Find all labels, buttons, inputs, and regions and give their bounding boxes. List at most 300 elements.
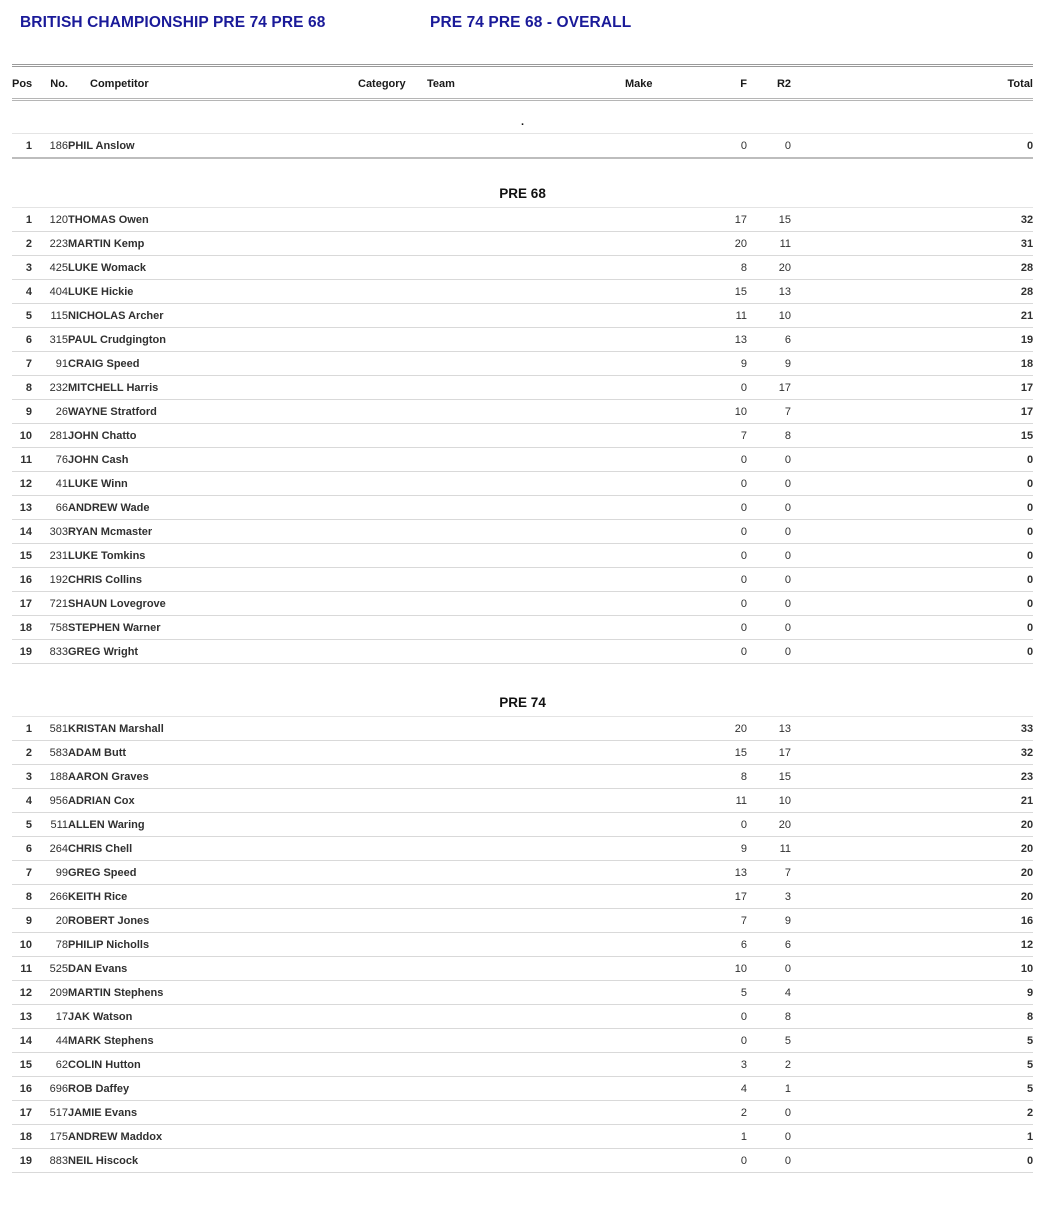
r2-cell: 0 — [747, 616, 791, 640]
section-heading: . — [12, 109, 1033, 134]
result-row — [12, 640, 1033, 664]
pos-cell: 17 — [12, 592, 32, 616]
f-cell: 0 — [700, 496, 747, 520]
f-cell: 0 — [700, 134, 747, 159]
competitor-cell: CHRIS Chell — [68, 837, 358, 861]
total-cell: 20 — [791, 813, 1033, 837]
total-cell: 0 — [791, 520, 1033, 544]
f-cell: 15 — [700, 741, 747, 765]
category-cell — [358, 280, 427, 304]
number-cell: 721 — [32, 592, 68, 616]
pos-cell: 13 — [12, 1005, 32, 1029]
pos-cell: 15 — [12, 1053, 32, 1077]
category-cell — [358, 424, 427, 448]
r2-cell: 0 — [747, 568, 791, 592]
pos-cell: 4 — [12, 280, 32, 304]
team-cell — [427, 933, 625, 957]
number-cell: 281 — [32, 424, 68, 448]
team-cell — [427, 1149, 625, 1173]
pos-cell: 6 — [12, 328, 32, 352]
result-row — [12, 134, 1033, 159]
f-cell: 9 — [700, 352, 747, 376]
f-cell: 0 — [700, 568, 747, 592]
section-table — [12, 181, 1033, 664]
r2-cell: 0 — [747, 472, 791, 496]
result-row — [12, 592, 1033, 616]
number-cell: 883 — [32, 1149, 68, 1173]
team-cell — [427, 909, 625, 933]
number-cell: 99 — [32, 861, 68, 885]
number-cell: 696 — [32, 1077, 68, 1101]
total-cell: 0 — [791, 472, 1033, 496]
category-cell — [358, 765, 427, 789]
competitor-cell: GREG Speed — [68, 861, 358, 885]
number-cell: 232 — [32, 376, 68, 400]
r2-cell: 10 — [747, 789, 791, 813]
number-cell: 583 — [32, 741, 68, 765]
category-cell — [358, 616, 427, 640]
pos-cell: 9 — [12, 400, 32, 424]
total-cell: 0 — [791, 448, 1033, 472]
make-cell — [625, 861, 700, 885]
total-cell: 17 — [791, 400, 1033, 424]
result-row — [12, 981, 1033, 1005]
category-cell — [358, 1125, 427, 1149]
r2-cell: 13 — [747, 280, 791, 304]
competitor-cell: ADAM Butt — [68, 741, 358, 765]
make-cell — [625, 376, 700, 400]
make-cell — [625, 640, 700, 664]
total-cell: 15 — [791, 424, 1033, 448]
total-cell: 1 — [791, 1125, 1033, 1149]
result-row — [12, 1077, 1033, 1101]
f-cell: 0 — [700, 520, 747, 544]
r2-cell: 6 — [747, 933, 791, 957]
category-cell — [358, 472, 427, 496]
category-cell — [358, 448, 427, 472]
r2-cell: 7 — [747, 861, 791, 885]
make-cell — [625, 592, 700, 616]
number-cell: 188 — [32, 765, 68, 789]
category-cell — [358, 933, 427, 957]
competitor-cell: PHILIP Nicholls — [68, 933, 358, 957]
category-cell — [358, 861, 427, 885]
pos-cell: 12 — [12, 472, 32, 496]
pos-cell: 15 — [12, 544, 32, 568]
competitor-cell: ANDREW Maddox — [68, 1125, 358, 1149]
f-cell: 13 — [700, 328, 747, 352]
category-cell — [358, 232, 427, 256]
category-cell — [358, 885, 427, 909]
number-cell: 91 — [32, 352, 68, 376]
category-cell — [358, 1029, 427, 1053]
f-cell: 7 — [700, 909, 747, 933]
team-cell — [427, 448, 625, 472]
f-cell: 0 — [700, 472, 747, 496]
make-cell — [625, 520, 700, 544]
total-cell: 23 — [791, 765, 1033, 789]
pos-cell: 5 — [12, 813, 32, 837]
r2-cell: 11 — [747, 232, 791, 256]
make-cell — [625, 765, 700, 789]
total-cell: 5 — [791, 1029, 1033, 1053]
team-cell — [427, 616, 625, 640]
competitor-cell: DAN Evans — [68, 957, 358, 981]
section-heading: PRE 68 — [12, 181, 1033, 208]
number-cell: 192 — [32, 568, 68, 592]
competitor-cell: JAMIE Evans — [68, 1101, 358, 1125]
competitor-cell: AARON Graves — [68, 765, 358, 789]
result-row — [12, 304, 1033, 328]
r2-cell: 9 — [747, 352, 791, 376]
f-cell: 6 — [700, 933, 747, 957]
number-cell: 758 — [32, 616, 68, 640]
r2-cell: 10 — [747, 304, 791, 328]
make-cell — [625, 304, 700, 328]
team-cell — [427, 280, 625, 304]
team-cell — [427, 472, 625, 496]
r2-cell: 6 — [747, 328, 791, 352]
result-row — [12, 861, 1033, 885]
team-cell — [427, 981, 625, 1005]
number-cell: 223 — [32, 232, 68, 256]
competitor-cell: LUKE Winn — [68, 472, 358, 496]
category-cell — [358, 376, 427, 400]
result-row — [12, 765, 1033, 789]
result-row — [12, 328, 1033, 352]
number-cell: 41 — [32, 472, 68, 496]
team-cell — [427, 520, 625, 544]
make-cell — [625, 1029, 700, 1053]
f-cell: 0 — [700, 1029, 747, 1053]
total-cell: 10 — [791, 957, 1033, 981]
number-cell: 115 — [32, 304, 68, 328]
team-cell — [427, 352, 625, 376]
r2-cell: 13 — [747, 717, 791, 741]
total-cell: 19 — [791, 328, 1033, 352]
number-cell: 833 — [32, 640, 68, 664]
team-cell — [427, 256, 625, 280]
number-cell: 76 — [32, 448, 68, 472]
category-cell — [358, 568, 427, 592]
total-cell: 28 — [791, 256, 1033, 280]
r2-cell: 0 — [747, 520, 791, 544]
title-bar — [0, 14, 1061, 34]
category-cell — [358, 813, 427, 837]
r2-cell: 3 — [747, 885, 791, 909]
r2-cell: 0 — [747, 640, 791, 664]
r2-cell: 0 — [747, 592, 791, 616]
make-cell — [625, 472, 700, 496]
number-cell: 303 — [32, 520, 68, 544]
category-cell — [358, 592, 427, 616]
competitor-cell: SHAUN Lovegrove — [68, 592, 358, 616]
r2-cell: 8 — [747, 1005, 791, 1029]
pos-cell: 17 — [12, 1101, 32, 1125]
category-cell — [358, 400, 427, 424]
pos-cell: 3 — [12, 256, 32, 280]
competitor-cell: GREG Wright — [68, 640, 358, 664]
category-cell — [358, 544, 427, 568]
pos-cell: 7 — [12, 352, 32, 376]
f-cell: 0 — [700, 1005, 747, 1029]
col-header-f: F — [700, 66, 747, 100]
competitor-cell: CRAIG Speed — [68, 352, 358, 376]
result-row — [12, 208, 1033, 232]
make-cell — [625, 448, 700, 472]
total-cell: 21 — [791, 789, 1033, 813]
section-heading-row — [12, 109, 1033, 134]
team-cell — [427, 640, 625, 664]
category-cell — [358, 741, 427, 765]
category-cell — [358, 957, 427, 981]
number-cell: 315 — [32, 328, 68, 352]
competitor-cell: MARK Stephens — [68, 1029, 358, 1053]
number-cell: 581 — [32, 717, 68, 741]
column-header-row — [12, 66, 1033, 100]
r2-cell: 7 — [747, 400, 791, 424]
result-row — [12, 472, 1033, 496]
competitor-cell: ALLEN Waring — [68, 813, 358, 837]
team-cell — [427, 496, 625, 520]
result-row — [12, 568, 1033, 592]
category-cell — [358, 837, 427, 861]
result-row — [12, 717, 1033, 741]
pos-cell: 4 — [12, 789, 32, 813]
r2-cell: 8 — [747, 424, 791, 448]
pos-cell: 14 — [12, 520, 32, 544]
result-row — [12, 232, 1033, 256]
f-cell: 13 — [700, 861, 747, 885]
competitor-cell: COLIN Hutton — [68, 1053, 358, 1077]
col-header-team: Team — [427, 66, 625, 100]
pos-cell: 10 — [12, 933, 32, 957]
col-header-category: Category — [358, 66, 427, 100]
total-cell: 20 — [791, 837, 1033, 861]
competitor-cell: STEPHEN Warner — [68, 616, 358, 640]
pos-cell: 1 — [12, 134, 32, 159]
col-header-r2: R2 — [747, 66, 791, 100]
team-cell — [427, 885, 625, 909]
results-sections — [0, 109, 1061, 1173]
result-row — [12, 933, 1033, 957]
f-cell: 0 — [700, 544, 747, 568]
pos-cell: 11 — [12, 448, 32, 472]
result-row — [12, 837, 1033, 861]
f-cell: 5 — [700, 981, 747, 1005]
team-cell — [427, 1005, 625, 1029]
r2-cell: 0 — [747, 448, 791, 472]
result-row — [12, 520, 1033, 544]
number-cell: 525 — [32, 957, 68, 981]
pos-cell: 19 — [12, 1149, 32, 1173]
make-cell — [625, 789, 700, 813]
category-cell — [358, 1101, 427, 1125]
number-cell: 17 — [32, 1005, 68, 1029]
f-cell: 0 — [700, 640, 747, 664]
total-cell: 8 — [791, 1005, 1033, 1029]
competitor-cell: ROB Daffey — [68, 1077, 358, 1101]
result-row — [12, 280, 1033, 304]
results-header-table — [12, 64, 1033, 101]
r2-cell: 0 — [747, 496, 791, 520]
number-cell: 186 — [32, 134, 68, 159]
r2-cell: 0 — [747, 1125, 791, 1149]
competitor-cell: RYAN Mcmaster — [68, 520, 358, 544]
make-cell — [625, 616, 700, 640]
team-cell — [427, 424, 625, 448]
number-cell: 175 — [32, 1125, 68, 1149]
total-cell: 17 — [791, 376, 1033, 400]
competitor-cell: LUKE Tomkins — [68, 544, 358, 568]
r2-cell: 15 — [747, 765, 791, 789]
team-cell — [427, 232, 625, 256]
number-cell: 231 — [32, 544, 68, 568]
total-cell: 5 — [791, 1077, 1033, 1101]
total-cell: 0 — [791, 640, 1033, 664]
result-row — [12, 376, 1033, 400]
f-cell: 17 — [700, 208, 747, 232]
team-cell — [427, 208, 625, 232]
competitor-cell: PHIL Anslow — [68, 134, 358, 159]
r2-cell: 1 — [747, 1077, 791, 1101]
make-cell — [625, 1101, 700, 1125]
competitor-cell: JOHN Chatto — [68, 424, 358, 448]
f-cell: 0 — [700, 376, 747, 400]
r2-cell: 0 — [747, 1101, 791, 1125]
make-cell — [625, 400, 700, 424]
total-cell: 0 — [791, 544, 1033, 568]
f-cell: 1 — [700, 1125, 747, 1149]
total-cell: 0 — [791, 568, 1033, 592]
make-cell — [625, 352, 700, 376]
r2-cell: 20 — [747, 813, 791, 837]
overall-title: PRE 74 PRE 68 - OVERALL — [430, 14, 632, 31]
number-cell: 62 — [32, 1053, 68, 1077]
make-cell — [625, 1077, 700, 1101]
competitor-cell: KEITH Rice — [68, 885, 358, 909]
col-header-total: Total — [791, 66, 1033, 100]
total-cell: 2 — [791, 1101, 1033, 1125]
category-cell — [358, 352, 427, 376]
team-cell — [427, 592, 625, 616]
make-cell — [625, 496, 700, 520]
pos-cell: 18 — [12, 1125, 32, 1149]
competitor-cell: MITCHELL Harris — [68, 376, 358, 400]
result-row — [12, 1005, 1033, 1029]
total-cell: 16 — [791, 909, 1033, 933]
make-cell — [625, 909, 700, 933]
f-cell: 8 — [700, 765, 747, 789]
pos-cell: 9 — [12, 909, 32, 933]
team-cell — [427, 813, 625, 837]
make-cell — [625, 328, 700, 352]
f-cell: 7 — [700, 424, 747, 448]
pos-cell: 11 — [12, 957, 32, 981]
col-header-pos: Pos — [12, 66, 32, 100]
total-cell: 12 — [791, 933, 1033, 957]
category-cell — [358, 640, 427, 664]
result-row — [12, 424, 1033, 448]
f-cell: 10 — [700, 957, 747, 981]
total-cell: 0 — [791, 134, 1033, 159]
team-cell — [427, 861, 625, 885]
competitor-cell: MARTIN Kemp — [68, 232, 358, 256]
section-heading-row — [12, 690, 1033, 717]
r2-cell: 15 — [747, 208, 791, 232]
category-cell — [358, 909, 427, 933]
make-cell — [625, 280, 700, 304]
r2-cell: 5 — [747, 1029, 791, 1053]
make-cell — [625, 717, 700, 741]
team-cell — [427, 376, 625, 400]
result-row — [12, 741, 1033, 765]
total-cell: 0 — [791, 616, 1033, 640]
number-cell: 20 — [32, 909, 68, 933]
category-cell — [358, 981, 427, 1005]
pos-cell: 8 — [12, 376, 32, 400]
pos-cell: 3 — [12, 765, 32, 789]
total-cell: 32 — [791, 741, 1033, 765]
number-cell: 209 — [32, 981, 68, 1005]
f-cell: 8 — [700, 256, 747, 280]
make-cell — [625, 981, 700, 1005]
result-row — [12, 352, 1033, 376]
number-cell: 78 — [32, 933, 68, 957]
pos-cell: 16 — [12, 1077, 32, 1101]
team-cell — [427, 1101, 625, 1125]
number-cell: 120 — [32, 208, 68, 232]
make-cell — [625, 1125, 700, 1149]
team-cell — [427, 304, 625, 328]
competitor-cell: KRISTAN Marshall — [68, 717, 358, 741]
total-cell: 0 — [791, 1149, 1033, 1173]
make-cell — [625, 1005, 700, 1029]
competitor-cell: MARTIN Stephens — [68, 981, 358, 1005]
number-cell: 44 — [32, 1029, 68, 1053]
r2-cell: 0 — [747, 544, 791, 568]
team-cell — [427, 544, 625, 568]
category-cell — [358, 208, 427, 232]
pos-cell: 16 — [12, 568, 32, 592]
result-row — [12, 1029, 1033, 1053]
team-cell — [427, 328, 625, 352]
pos-cell: 7 — [12, 861, 32, 885]
col-header-no: No. — [32, 66, 68, 100]
number-cell: 264 — [32, 837, 68, 861]
r2-cell: 2 — [747, 1053, 791, 1077]
number-cell: 26 — [32, 400, 68, 424]
result-row — [12, 1125, 1033, 1149]
category-cell — [358, 304, 427, 328]
r2-cell: 20 — [747, 256, 791, 280]
total-cell: 20 — [791, 861, 1033, 885]
r2-cell: 17 — [747, 741, 791, 765]
category-cell — [358, 717, 427, 741]
result-row — [12, 789, 1033, 813]
team-cell — [427, 717, 625, 741]
col-header-make: Make — [625, 66, 700, 100]
category-cell — [358, 496, 427, 520]
category-cell — [358, 789, 427, 813]
number-cell: 404 — [32, 280, 68, 304]
make-cell — [625, 1149, 700, 1173]
team-cell — [427, 400, 625, 424]
f-cell: 9 — [700, 837, 747, 861]
team-cell — [427, 789, 625, 813]
f-cell: 0 — [700, 592, 747, 616]
team-cell — [427, 568, 625, 592]
